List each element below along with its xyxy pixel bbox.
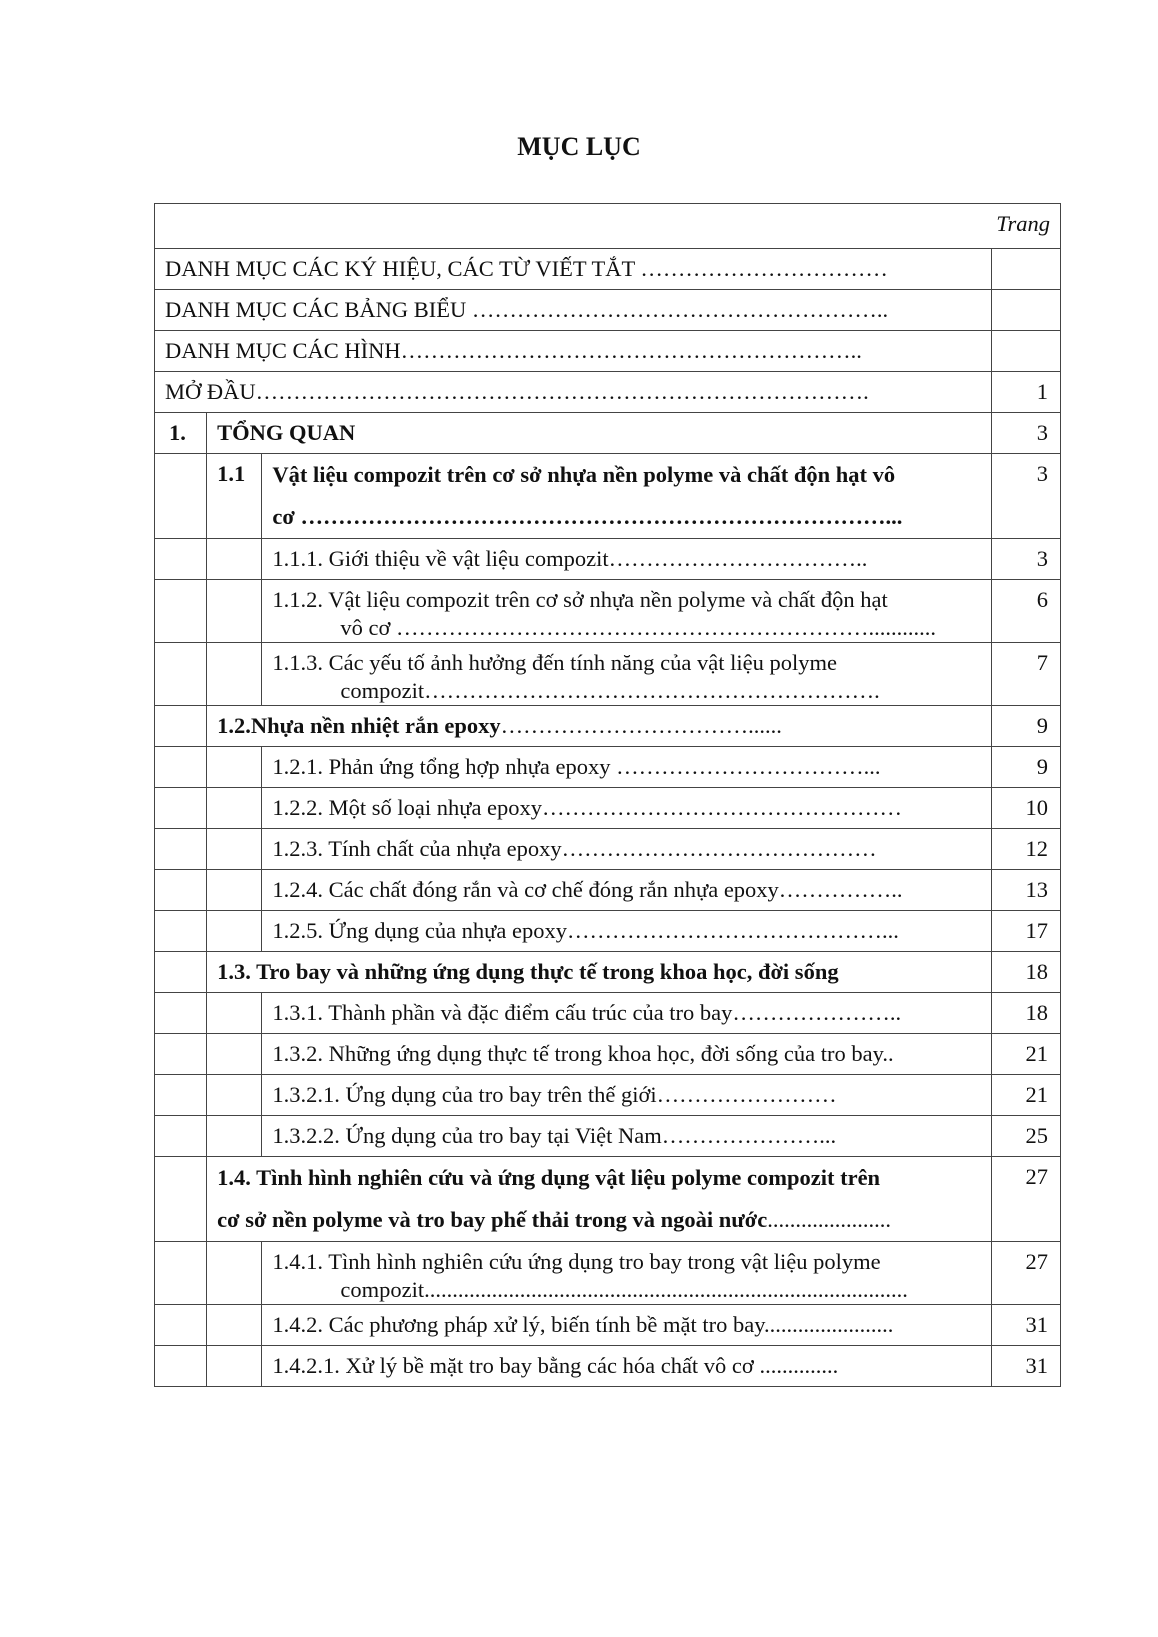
toc-row xyxy=(155,331,1061,372)
empty-cell xyxy=(207,1242,262,1305)
toc-page-number: 3 xyxy=(992,539,1061,580)
toc-row-subsection xyxy=(155,643,1061,706)
toc-page-number: 27 xyxy=(992,1157,1061,1242)
empty-cell xyxy=(207,1116,262,1157)
section-dots: ……………………………...... xyxy=(500,713,782,738)
toc-page-number: 25 xyxy=(992,1116,1061,1157)
toc-page-number: 21 xyxy=(992,1034,1061,1075)
empty-cell xyxy=(155,643,207,706)
subsubsection-title: 1.3.2.2. Ứng dụng của tro bay tại Việt Nam…………………... xyxy=(262,1116,992,1157)
empty-cell xyxy=(207,1305,262,1346)
section-dots: ...................... xyxy=(767,1207,891,1232)
toc-row-subsection xyxy=(155,788,1061,829)
toc-entry-text: DANH MỤC CÁC KÝ HIỆU, CÁC TỪ VIẾT TẮT …………………………… xyxy=(155,249,992,290)
empty-cell xyxy=(155,911,207,952)
section-title: 1.3. Tro bay và những ứng dụng thực tế trong khoa học, đời sống xyxy=(207,952,992,993)
toc-row-subsection xyxy=(155,1034,1061,1075)
empty-cell xyxy=(207,870,262,911)
empty-cell xyxy=(155,993,207,1034)
toc-row xyxy=(155,372,1061,413)
page-column-header: Trang xyxy=(155,204,1061,249)
subsection-title-line2: compozit...................................................................................... xyxy=(340,1277,908,1302)
subsection-title: 1.2.4. Các chất đóng rắn và cơ chế đóng rắn nhựa epoxy…………….. xyxy=(262,870,992,911)
toc-row-subsubsection xyxy=(155,1346,1061,1387)
toc-page-number: 3 xyxy=(992,454,1061,539)
empty-cell xyxy=(207,829,262,870)
empty-cell xyxy=(207,747,262,788)
empty-cell xyxy=(207,539,262,580)
empty-cell xyxy=(155,454,207,539)
subsection-title-line2: compozit……………………………………………………. xyxy=(340,678,880,703)
empty-cell xyxy=(207,911,262,952)
toc-page-number: 21 xyxy=(992,1075,1061,1116)
subsection-title xyxy=(262,643,992,706)
empty-cell xyxy=(155,1157,207,1242)
subsection-title: 1.1.1. Giới thiệu về vật liệu compozit…………………………….. xyxy=(262,539,992,580)
toc-entry-text: DANH MỤC CÁC HÌNH…………………………………………………….. xyxy=(155,331,992,372)
toc-row-subsection xyxy=(155,829,1061,870)
toc-row-subsection xyxy=(155,911,1061,952)
toc-row-subsubsection xyxy=(155,1116,1061,1157)
subsection-title-line1: 1.1.2. Vật liệu compozit trên cơ sở nhựa nền polyme và chất độn hạt xyxy=(272,587,888,612)
toc-row-subsubsection xyxy=(155,1075,1061,1116)
subsection-title: 1.2.5. Ứng dụng của nhựa epoxy……………………………………... xyxy=(262,911,992,952)
empty-cell xyxy=(155,747,207,788)
empty-cell xyxy=(155,829,207,870)
toc-row-subsection xyxy=(155,1305,1061,1346)
toc-page-number: 9 xyxy=(992,706,1061,747)
empty-cell xyxy=(155,580,207,643)
toc-row-section xyxy=(155,706,1061,747)
chapter-number: 1. xyxy=(155,413,207,454)
subsection-title: 1.4.2. Các phương pháp xử lý, biến tính bề mặt tro bay....................... xyxy=(262,1305,992,1346)
empty-cell xyxy=(207,1034,262,1075)
subsubsection-title: 1.3.2.1. Ứng dụng của tro bay trên thế giới…………………… xyxy=(262,1075,992,1116)
section-title-line1: Vật liệu compozit trên cơ sở nhựa nền polyme và chất độn hạt vô xyxy=(272,462,896,487)
toc-page-number: 6 xyxy=(992,580,1061,643)
empty-cell xyxy=(155,1305,207,1346)
toc-row-chapter xyxy=(155,413,1061,454)
subsubsection-title: 1.4.2.1. Xử lý bề mặt tro bay bằng các hóa chất vô cơ .............. xyxy=(262,1346,992,1387)
toc-row-section xyxy=(155,952,1061,993)
toc-row-section xyxy=(155,1157,1061,1242)
subsection-title xyxy=(262,1242,992,1305)
toc-row-subsection xyxy=(155,580,1061,643)
empty-cell xyxy=(207,1346,262,1387)
subsection-title: 1.2.3. Tính chất của nhựa epoxy…………………………………… xyxy=(262,829,992,870)
subsection-title: 1.2.1. Phản ứng tổng hợp nhựa epoxy ……………………………... xyxy=(262,747,992,788)
toc-row-subsection xyxy=(155,539,1061,580)
chapter-title: TỔNG QUAN xyxy=(207,413,992,454)
toc-page-number: 13 xyxy=(992,870,1061,911)
subsection-title: 1.2.2. Một số loại nhựa epoxy………………………………………… xyxy=(262,788,992,829)
empty-cell xyxy=(155,952,207,993)
empty-cell xyxy=(155,539,207,580)
section-title xyxy=(262,454,992,539)
empty-cell xyxy=(207,788,262,829)
section-number: 1.1 xyxy=(207,454,262,539)
section-title-line2 xyxy=(217,1199,987,1241)
toc-page-number: 10 xyxy=(992,788,1061,829)
empty-cell xyxy=(207,643,262,706)
empty-cell xyxy=(155,706,207,747)
toc-page-number: 9 xyxy=(992,747,1061,788)
toc-header-row xyxy=(155,204,1061,249)
toc-page-number: 27 xyxy=(992,1242,1061,1305)
toc-row-subsection xyxy=(155,1242,1061,1305)
toc-page-number: 18 xyxy=(992,952,1061,993)
toc-row-subsection xyxy=(155,993,1061,1034)
toc-page-number: 1 xyxy=(992,372,1061,413)
table-of-contents xyxy=(154,203,1061,1387)
section-title-line2: cơ ……………………………………………………………………... xyxy=(272,504,903,529)
empty-cell xyxy=(155,1075,207,1116)
subsection-title-line1: 1.1.3. Các yếu tố ảnh hưởng đến tính năng của vật liệu polyme xyxy=(272,650,837,675)
subsection-title: 1.3.1. Thành phần và đặc điểm cấu trúc của tro bay………………….. xyxy=(262,993,992,1034)
subsection-title-line1: 1.4.1. Tình hình nghiên cứu ứng dụng tro bay trong vật liệu polyme xyxy=(272,1249,881,1274)
empty-cell xyxy=(155,788,207,829)
subsection-title xyxy=(262,580,992,643)
toc-row-subsection xyxy=(155,870,1061,911)
section-title xyxy=(207,706,992,747)
toc-page-number: 17 xyxy=(992,911,1061,952)
empty-cell xyxy=(207,1075,262,1116)
toc-page-number: 31 xyxy=(992,1305,1061,1346)
toc-row-section xyxy=(155,454,1061,539)
toc-page-number: 31 xyxy=(992,1346,1061,1387)
empty-cell xyxy=(155,870,207,911)
empty-cell xyxy=(155,1034,207,1075)
toc-page-number xyxy=(992,331,1061,372)
toc-page-number xyxy=(992,290,1061,331)
subsection-title: 1.3.2. Những ứng dụng thực tế trong khoa học, đời sống của tro bay.. xyxy=(262,1034,992,1075)
subsection-title-line2: vô cơ ………………………………………………………............ xyxy=(340,615,937,640)
section-title-line1: 1.4. Tình hình nghiên cứu và ứng dụng vật liệu polyme compozit trên xyxy=(217,1165,881,1190)
section-title-line2-text: cơ sở nền polyme và tro bay phế thải trong và ngoài nước xyxy=(217,1207,768,1232)
toc-row-subsection xyxy=(155,747,1061,788)
page-title: MỤC LỤC xyxy=(517,132,641,161)
toc-page-number: 7 xyxy=(992,643,1061,706)
section-title xyxy=(207,1157,992,1242)
toc-page-number: 3 xyxy=(992,413,1061,454)
toc-entry-text: DANH MỤC CÁC BẢNG BIỂU ……………………………………………….. xyxy=(155,290,992,331)
toc-page-number: 18 xyxy=(992,993,1061,1034)
toc-entry-text: MỞ ĐẦU………………………………………………………………………. xyxy=(155,372,992,413)
toc-row xyxy=(155,249,1061,290)
section-label: 1.2.Nhựa nền nhiệt rắn epoxy xyxy=(217,713,501,738)
toc-page-number: 12 xyxy=(992,829,1061,870)
toc-row xyxy=(155,290,1061,331)
empty-cell xyxy=(155,1116,207,1157)
empty-cell xyxy=(207,580,262,643)
empty-cell xyxy=(207,993,262,1034)
empty-cell xyxy=(155,1346,207,1387)
empty-cell xyxy=(155,1242,207,1305)
toc-page-number xyxy=(992,249,1061,290)
